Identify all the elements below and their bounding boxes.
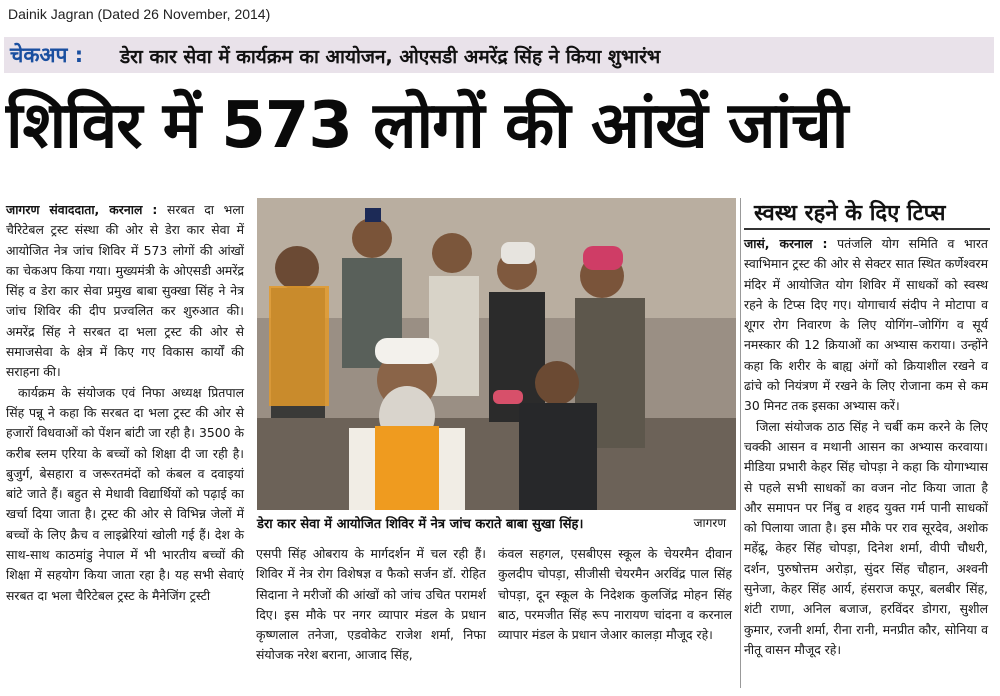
sidebox-rule	[744, 228, 990, 230]
sidebox-paragraph-1: पतंजलि योग समिति व भारत स्वाभिमान ट्रस्ट की ओर से सेक्टर सात स्थित कर्णेश्वरम मंदिर में आयोजित योग शिविर में साधकों को स्वस्थ रहने के टिप्स दिए गए। योगाचार्य संदीप ने मोटापा व शूगर रोग निवारण के लिए योगिंग–जोगिंग व सूर्य नमस्कार की 12 क्रियाओं का अभ्यास कराया। उन्होंने कहा कि शरीर के बाह्य अंगों को क्रियाशील रखने व ढांचे को नियंत्रण में रखने के लिए रोजाना कम से कम 30 मिनट तक इसका अभ्यास करें।	[744, 236, 988, 414]
sidebox-column	[744, 234, 988, 660]
article-paragraph-4: कंवल सहगल, एसबीएस स्कूल के चेयरमैन दीवान कुलदीप चोपड़ा, सीजीसी चेयरमैन अरविंद्र पाल सिंह चोपड़ा, दून स्कूल के निदेशक कुलजिंद्र मोहन सिंह बाठ, परमजीत सिंह रूप नारायण चांदना व करनाल व्यापार मंडल के प्रधान जेआर कालड़ा मौजूद रहे।	[498, 546, 732, 643]
sidebox-byline: जासं, करनाल :	[744, 236, 828, 251]
news-photo	[257, 198, 736, 510]
column-divider	[740, 198, 741, 688]
article-column-2	[256, 544, 486, 666]
article-column-1	[6, 200, 244, 606]
article-paragraph-2: कार्यक्रम के संयोजक एवं निफा अध्यक्ष प्रितपाल सिंह पन्नू ने कहा कि सरबत दा भला ट्रस्ट की ओर से हजारों विधवाओं को पेंशन बांटी जा रही है। 3500 के करीब स्लम एरिया के बच्चों को शिक्षा दी जा रही है। बुजुर्ग, बेसहारा व जरूरतमंदों को कंबल व दवाइयां बांटे जाते हैं। बहुत से मेधावी विद्यार्थियों को पढ़ाई का खर्चा दिया जाता है। ट्रस्ट की ओर से विभिन्न जेलों में बच्चों के लिए क्रैच व लाइब्रेरियां खोली गई हैं। देश के साथ-साथ काठमांडु नेपाल में भी भारतीय बच्चों की शिक्षा में सहयोग किया जाता रहा है। यह सभी सेवाएं सरबत दा भला चैरिटेबल ट्रस्ट के मैनेजिंग ट्रस्टी	[6, 384, 244, 603]
strap-subheadline: डेरा कार सेवा में कार्यक्रम का आयोजन, ओएसडी अमरेंद्र सिंह ने किया शुभारंभ	[120, 46, 661, 68]
main-headline: शिविर में 573 लोगों की आंखें जांची	[6, 89, 848, 163]
sidebox-title: स्वस्थ रहने के दिए टिप्स	[754, 201, 946, 226]
article-column-3	[498, 544, 732, 645]
byline: जागरण संवाददाता, करनाल :	[6, 202, 158, 217]
caption-text: डेरा कार सेवा में आयोजित शिविर में नेत्र जांच कराते बाबा सुखा सिंह।	[257, 517, 584, 532]
sidebox-paragraph-2: जिला संयोजक ठाठ सिंह ने चर्बी कम करने के लिए चक्की आसन व मथानी आसन का अभ्यास करवाया। मीडिया प्रभारी केहर सिंह चोपड़ा ने कहा कि योगाभ्यास से पहले सभी साधकों का वजन नोट किया जाता है और समापन पर निंबु व शहद युक्त गर्म पानी साधकों को पिलाया जाता है। इस मौके पर राव सूरदेव, अशोक महेंद्रू, केहर सिंह चोपड़ा, दिनेश शर्मा, वीपी चौधरी, दर्शन, पुरुषोत्तम अरोड़ा, सुंदर सिंह चौहान, अश्वनी सुनेजा, केहर सिंह आर्य, हंसराज कपूर, बलबीर सिंह, शंटी राणा, अनिल बजाज, हरविंदर डोगरा, सुशील कुमार, रजनी शर्मा, रीना रानी, मनप्रीत कौर, सोनिया व नीतू वासन मौजूद रहे।	[744, 418, 988, 657]
publication-date-label: Dainik Jagran (Dated 26 November, 2014)	[8, 6, 271, 22]
photo-caption	[257, 514, 736, 532]
news-photo-illustration	[257, 198, 736, 510]
article-paragraph-1: सरबत दा भला चैरिटेबल ट्रस्ट संस्था की ओर से डेरा कार सेवा में आयोजित नेत्र जांच शिविर में 573 लोगों की आंखों का चेकअप किया गया। मुख्यमंत्री के ओएसडी अमरेंद्र सिंह व डेरा कार सेवा प्रमुख बाबा सुक्खा सिंह ने नेत्र जांच शिविर की दीप प्रज्वलित कर शुरुआत की। अमरेंद्र सिंह ने सरबत दा भला ट्रस्ट की ओर से समाजसेवा के क्षेत्र में किए गए विकास कार्यों की सराहना की।	[6, 202, 244, 380]
strap-banner	[4, 37, 994, 73]
article-paragraph-3: एसपी सिंह ओबराय के मार्गदर्शन में चल रही हैं। शिविर में नेत्र रोग विशेषज्ञ व फैको सर्जन डॉ. रोहित सिदाना ने मरीजों की आंखों को जांच उचित परामर्श दिए। इस मौके पर नगर व्यापार मंडल के प्रधान कृष्णलाल तनेजा, एडवोकेट राजेश शर्मा, निफा संयोजक नरेश बराना, आजाद सिंह,	[256, 546, 486, 663]
photo-credit: जागरण	[693, 516, 726, 530]
strap-tag: चेकअप :	[10, 43, 84, 67]
